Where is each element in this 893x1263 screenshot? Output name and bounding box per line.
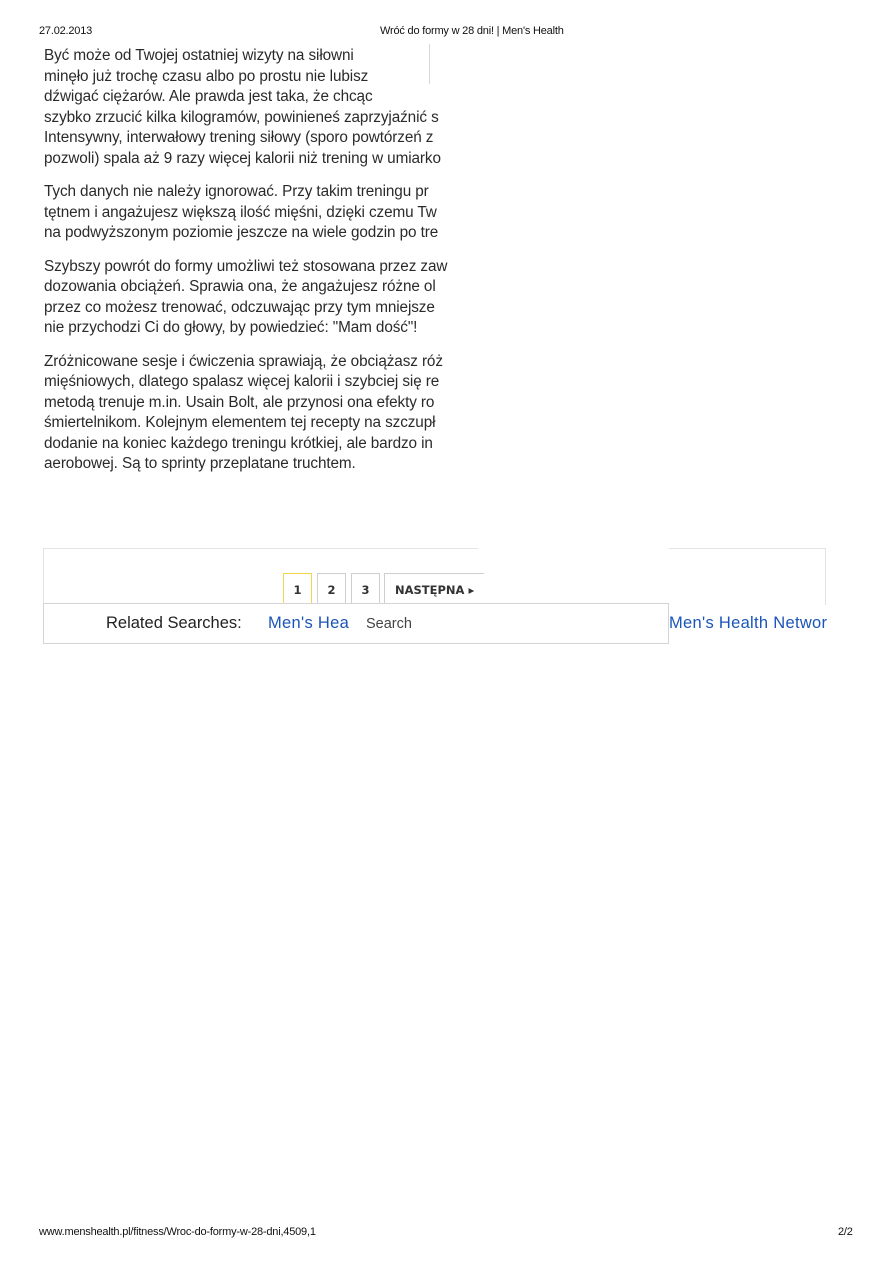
related-search-link[interactable]: Men's Hea xyxy=(268,614,350,632)
text-line: metodą trenuje m.in. Usain Bolt, ale przynosi ona efekty ro xyxy=(44,393,435,411)
text-line: na podwyższonym poziomie jeszcze na wiele godzin po tre xyxy=(44,224,439,241)
print-page-number: 2/2 xyxy=(838,1226,853,1238)
text-line: dźwigać ciężarów. Ale prawda jest taka, że chcąc xyxy=(44,88,373,105)
text-line: pozwoli) spala aż 9 razy więcej kalorii niż trening w umiarko xyxy=(44,149,441,167)
text-line: przez co możesz trenować, odczuwając przy tym mniejsze xyxy=(44,298,435,316)
text-line: Intensywny, interwałowy trening siłowy (sporo powtórzeń z xyxy=(44,129,434,146)
text-line: mięśniowych, dlatego spalasz więcej kalorii i szybciej się re xyxy=(44,373,440,390)
print-url: www.menshealth.pl/fitness/Wroc-do-formy-w-28-dni,4509,1 xyxy=(39,1226,316,1238)
search-input[interactable]: Search xyxy=(366,616,412,632)
article-body xyxy=(44,46,478,546)
text-line: nie przychodzi Ci do głowy, by powiedzieć: "Mam dość"! xyxy=(44,319,418,336)
text-line: Tych danych nie należy ignorować. Przy takim treningu pr xyxy=(44,183,429,200)
print-page-title: Wróć do formy w 28 dni! | Men's Health xyxy=(380,25,564,37)
article-paragraph xyxy=(44,46,478,169)
text-line: aerobowej. Są to sprinty przeplatane truchtem. xyxy=(44,455,356,472)
page-button-3[interactable]: 3 xyxy=(351,573,380,604)
text-line: Szybszy powrót do formy umożliwi też stosowana przez zaw xyxy=(44,257,448,275)
page-button-2[interactable]: 2 xyxy=(317,573,346,604)
related-search-link[interactable]: Men's Health Networ xyxy=(669,614,828,632)
text-line: szybko zrzucić kilka kilogramów, powinieneś zaprzyjaźnić s xyxy=(44,108,439,126)
text-line: śmiertelnikom. Kolejnym elementem tej recepty na szczupł xyxy=(44,414,436,431)
article-paragraph xyxy=(44,352,478,475)
text-line: tętnem i angażujesz większą ilość mięśni, dzięki czemu Tw xyxy=(44,203,437,221)
page-button-1[interactable]: 1 xyxy=(283,573,312,604)
pagination-overlay xyxy=(478,540,669,604)
text-line: minęło już trochę czasu albo po prostu nie lubisz xyxy=(44,67,369,85)
text-line: Zróżnicowane sesje i ćwiczenia sprawiają, że obciążasz róż xyxy=(44,352,443,370)
print-date: 27.02.2013 xyxy=(39,25,93,37)
related-searches-label: Related Searches: xyxy=(106,614,242,632)
next-page-button[interactable]: NASTĘPNA ▸ xyxy=(384,573,484,604)
article-paragraph xyxy=(44,182,478,244)
text-line: Być może od Twojej ostatniej wizyty na siłowni xyxy=(44,47,354,64)
text-line: dodanie na koniec każdego treningu krótkiej, ale bardzo in xyxy=(44,434,433,452)
text-line: dozowania obciążeń. Sprawia ona, że angażujesz różne ol xyxy=(44,278,436,295)
article-paragraph xyxy=(44,257,478,339)
